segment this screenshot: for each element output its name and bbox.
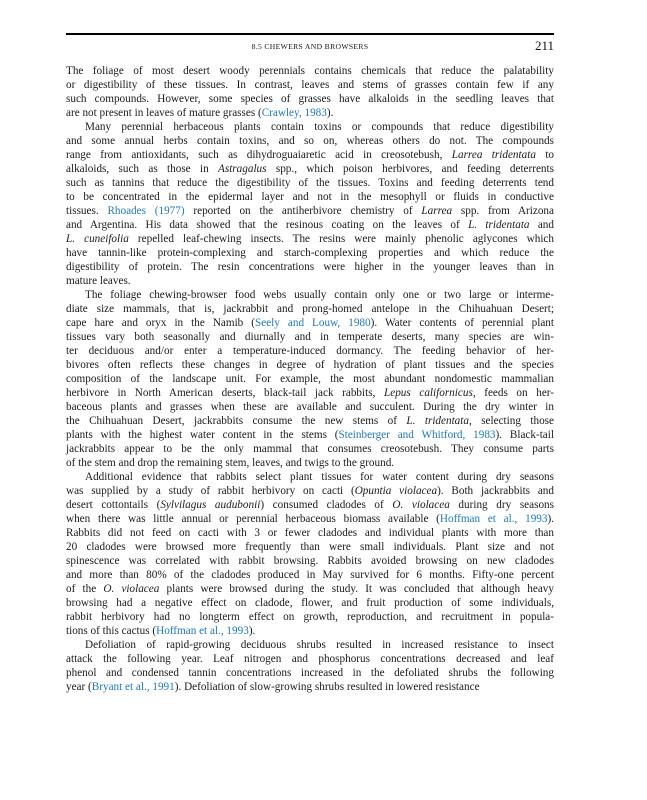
text-line <box>66 64 554 78</box>
text-run: 20 cladodes were browsed more frequently than were small individuals. Plant size and not <box>66 541 554 553</box>
text-run: , selecting those <box>468 415 554 427</box>
text-run: tissues. <box>66 205 108 217</box>
text-run: spp. from Arizona <box>452 205 554 217</box>
text-line <box>66 358 554 372</box>
text-line <box>66 470 554 484</box>
italic-term: L. tridentata <box>468 219 530 231</box>
text-line <box>66 246 554 260</box>
text-line <box>66 652 554 666</box>
text-run: bivores often reflects these changes in degree of hydration of plant tissues and the species <box>66 359 554 371</box>
text-line <box>66 260 554 274</box>
text-line <box>66 302 554 316</box>
text-line <box>66 414 554 428</box>
body-text <box>66 64 554 694</box>
text-run: of the <box>66 583 104 595</box>
text-run: baceous plants and grasses when these are available and succulent. During the dry winter in <box>66 401 554 413</box>
text-run: plants with the highest water content in the stems ( <box>66 429 339 441</box>
text-line <box>66 540 554 554</box>
text-run: jackrabbits appear to be the only mammal that consumes creosotebush. They consume parts <box>66 443 554 455</box>
text-run: ) consumed cladodes of <box>260 499 393 511</box>
text-line <box>66 148 554 162</box>
text-run: Rabbits did not feed on cacti with 3 or fewer cladodes and individual plants with more than <box>66 527 554 539</box>
text-line <box>66 610 554 624</box>
running-head <box>66 38 554 54</box>
text-run: year ( <box>66 681 92 693</box>
citation-link[interactable]: Hoffman et al., 1993 <box>156 625 249 637</box>
text-run: Additional evidence that rabbits select plant tissues for water content during dry seasons <box>85 471 554 483</box>
text-run: diate size mammals, that is, jackrabbit and prong-homed antelope in the Chihuahuan Desert; <box>66 303 554 315</box>
text-line <box>66 106 554 120</box>
section-title: 8.5 CHEWERS AND BROWSERS <box>251 42 369 51</box>
text-run: ). Both jackrabbits and <box>437 485 554 497</box>
text-line <box>66 512 554 526</box>
italic-term: Larrea tridentata <box>451 149 536 161</box>
text-line <box>66 274 554 288</box>
text-run: herbivore in North American deserts, black-tail jack rabbits, <box>66 387 385 399</box>
text-run: ). <box>326 107 334 119</box>
text-run: mature leaves. <box>66 275 131 287</box>
text-run: , feeds on her- <box>472 387 555 399</box>
text-line <box>66 232 554 246</box>
paragraph <box>66 64 554 120</box>
text-line <box>66 176 554 190</box>
text-run: composition of the landscape unit. For example, the most abundant nondomestic mammalian <box>66 373 554 385</box>
text-run: desert cottontails ( <box>66 499 161 511</box>
text-run: attack the following year. Leaf nitrogen and phosphorus concentrations decreased and leaf <box>66 653 554 665</box>
text-line <box>66 134 554 148</box>
text-run: and <box>529 219 554 231</box>
text-line <box>66 288 554 302</box>
italic-term: Lepus californicus <box>384 387 473 399</box>
text-run: have tannin-like protein-complexing and starch-complexing properties and which reduce the <box>66 247 554 259</box>
paragraph <box>66 638 554 694</box>
text-run: tions of this cactus ( <box>66 625 157 637</box>
italic-term: Opuntia violacea <box>354 485 438 497</box>
text-run: and more than 80% of the cladodes produced in May survived for 6 months. Fifty-one percent <box>66 569 554 581</box>
text-line <box>66 190 554 204</box>
text-run: browsing had a negative effect on cladode, flower, and fruit production of some individuals, <box>66 597 554 609</box>
italic-term: O. violacea <box>103 583 160 595</box>
text-run: ). <box>547 513 555 525</box>
italic-term: Astragalus <box>218 163 267 175</box>
text-line <box>66 204 554 218</box>
text-run: of the stem and drop the remaining stem, leaves, and twigs to the ground. <box>66 457 395 469</box>
text-run: during dry seasons <box>449 499 554 511</box>
text-line <box>66 680 554 694</box>
text-line <box>66 372 554 386</box>
citation-link[interactable]: Rhoades (1977) <box>107 205 185 217</box>
text-line <box>66 218 554 232</box>
text-run: digestibility of protein. The resin concentrations were higher in the younger leaves than in <box>66 261 554 273</box>
italic-term: Larrea <box>421 205 453 217</box>
text-run: the Chihuahuan Desert, jackrabbits consume the new stems of <box>66 415 407 427</box>
paragraph <box>66 470 554 638</box>
text-run: repelled leaf-chewing insects. The resins were mainly phenolic aglycones which <box>128 233 554 245</box>
text-run: range from antioxidants, such as dihydroguaiaretic acid in creosotebush, <box>66 149 452 161</box>
text-run: rabbit herbivory had no longterm effect on growth, reproduction, and recruitment in popula- <box>66 611 554 623</box>
text-line <box>66 498 554 512</box>
text-run: such as tannins that reduce the digestibility of the tissues. Toxins and feeding deterrents tend <box>66 177 554 189</box>
italic-term: Sylvilagus audubonii <box>160 499 261 511</box>
text-run: and some annual herbs contain toxins, and so on, whereas others do not. The compounds <box>66 135 554 147</box>
text-run: spinescence was correlated with rabbit browsing. Rabbits avoided browsing on new cladodes <box>66 555 554 567</box>
italic-term: L. tridentata <box>406 415 469 427</box>
text-run: The foliage chewing-browser food webs usually contain only one or two large or interme- <box>85 289 554 301</box>
text-line <box>66 568 554 582</box>
paragraph <box>66 120 554 288</box>
text-run: when there was little annual or perennial herbaceous biomass available ( <box>66 513 440 525</box>
text-line <box>66 78 554 92</box>
citation-link[interactable]: Bryant et al., 1991 <box>91 681 175 693</box>
italic-term: L. cuneifolia <box>66 233 129 245</box>
text-line <box>66 582 554 596</box>
citation-link[interactable]: Crawley, 1983 <box>261 107 327 119</box>
text-line <box>66 484 554 498</box>
text-run: plants were browsed during the study. It was concluded that although heavy <box>159 583 554 595</box>
text-line <box>66 442 554 456</box>
text-run: Many perennial herbaceous plants contain toxins or compounds that reduce digestibility <box>85 121 554 133</box>
text-line <box>66 666 554 680</box>
text-run: ). Defoliation of slow-growing shrubs resulted in lowered resistance <box>174 681 480 693</box>
text-line <box>66 638 554 652</box>
text-line <box>66 456 554 470</box>
text-run: or digestibility of these tissues. In contrast, leaves and stems of grasses contain few if any <box>66 79 554 91</box>
paragraph <box>66 288 554 470</box>
text-line <box>66 316 554 330</box>
text-run: ). Water contents of perennial plant <box>370 317 554 329</box>
text-run: cape hare and oryx in the Namib ( <box>66 317 256 329</box>
text-run: spp., which poison herbivores, and feeding deterrents <box>266 163 554 175</box>
text-run: such compounds. However, some species of grasses have alkaloids in the seedling leaves that <box>66 93 554 105</box>
text-run: and Argentina. His data showed that the resinous coating on the leaves of <box>66 219 469 231</box>
text-run: to <box>535 149 555 161</box>
text-line <box>66 526 554 540</box>
text-line <box>66 344 554 358</box>
text-line <box>66 386 554 400</box>
text-line <box>66 596 554 610</box>
citation-link[interactable]: Steinberger and Whitford, 1983 <box>338 429 496 441</box>
text-line <box>66 120 554 134</box>
text-line <box>66 428 554 442</box>
text-run: phenol and condensed tannin concentrations increased in the defoliated shrubs the following <box>66 667 554 679</box>
text-run: are not present in leaves of mature grasses ( <box>66 107 262 119</box>
italic-term: O. violacea <box>392 499 450 511</box>
text-run: ter deciduous and/or enter a temperature-induced dormancy. The feeding behavior of her- <box>66 345 554 357</box>
text-run: The foliage of most desert woody perennials contains chemicals that reduce the palatability <box>66 65 554 77</box>
text-line <box>66 162 554 176</box>
text-line <box>66 330 554 344</box>
text-line <box>66 92 554 106</box>
text-run: to be concentrated in the epidermal layer and not in the mesophyll or fluids in conductive <box>66 191 554 203</box>
text-run: tissues vary both seasonally and diurnally and in temperate deserts, many species are win- <box>66 331 554 343</box>
page-number: 211 <box>534 38 554 53</box>
text-run: ). Black-tail <box>495 429 554 441</box>
citation-link[interactable]: Seely and Louw, 1980 <box>255 317 371 329</box>
text-line <box>66 400 554 414</box>
citation-link[interactable]: Hoffman et al., 1993 <box>439 513 548 525</box>
text-run: was supplied by a study of rabbit herbivory on cacti ( <box>66 485 355 497</box>
text-run: ). <box>248 625 256 637</box>
text-run: alkaloids, such as those in <box>66 163 219 175</box>
text-line <box>66 624 554 638</box>
text-run: Defoliation of rapid-growing deciduous shrubs resulted in increased resistance to insect <box>85 639 554 651</box>
text-line <box>66 554 554 568</box>
text-run: reported on the antiherbivore chemistry of <box>184 205 422 217</box>
header-rule <box>66 33 554 35</box>
